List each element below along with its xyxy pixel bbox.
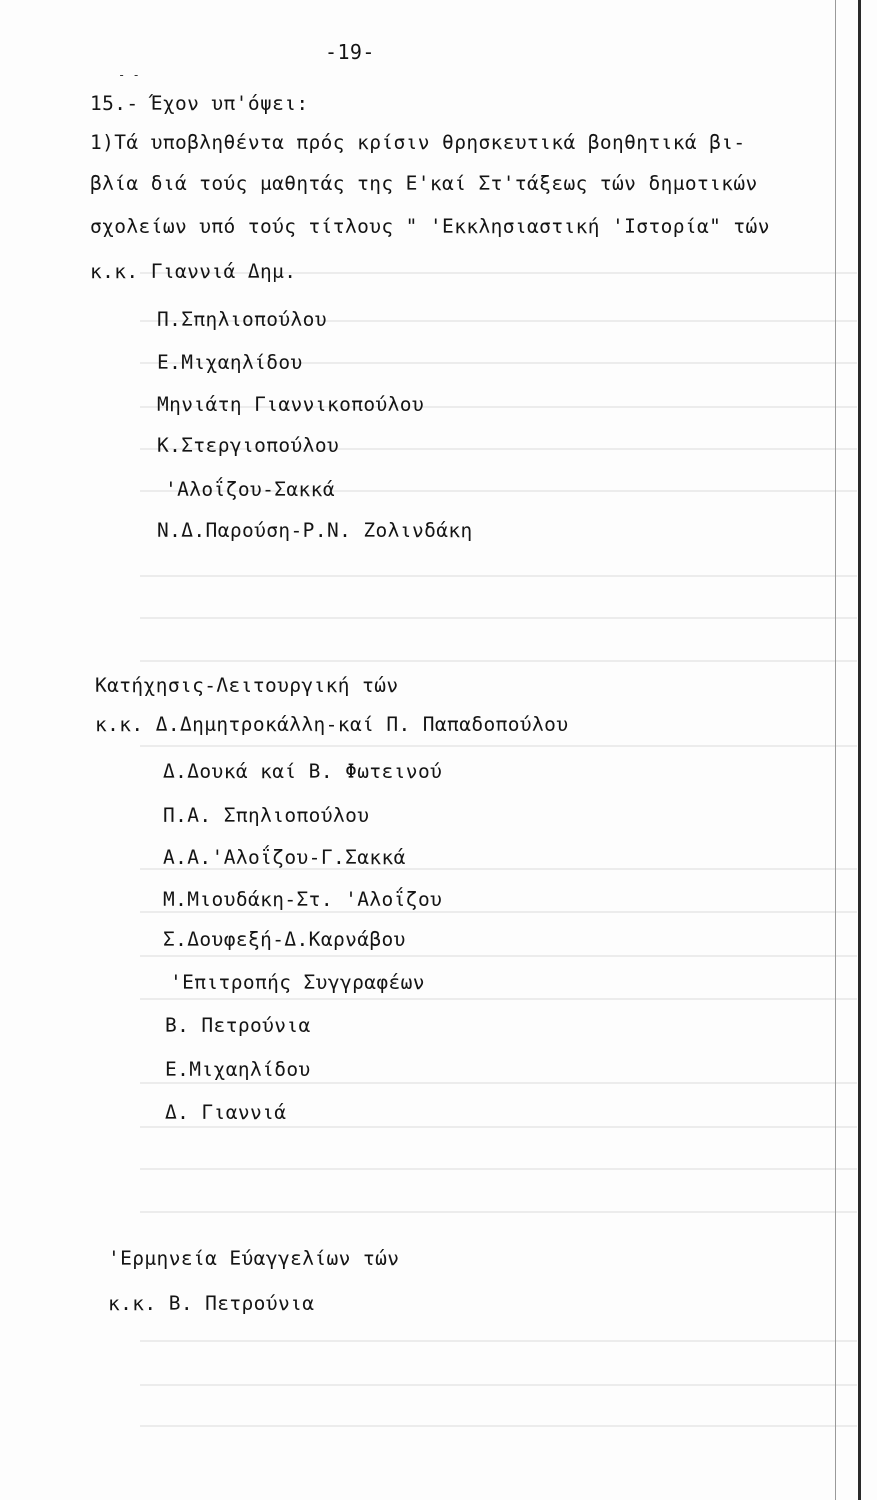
author-name: Ε.Μιχαηλίδου — [165, 1058, 311, 1081]
scan-edge — [858, 0, 861, 1500]
bleed-through-line — [140, 1168, 857, 1170]
author-name: 'Αλοΐζου-Σακκά — [165, 478, 335, 501]
authors-first-line: κ.κ. Δ.Δημητροκάλλη-καί Π. Παπαδοπούλου — [95, 713, 569, 736]
bleed-through-line — [140, 575, 857, 577]
section-title: 'Ερμηνεία Εύαγγελίων τών — [108, 1247, 400, 1270]
bleed-through-line — [140, 745, 857, 747]
authors-first-line: κ.κ. Β. Πετρούνια — [108, 1292, 315, 1315]
bleed-through-line — [140, 998, 857, 1000]
author-name: Δ. Γιαννιά — [165, 1101, 287, 1124]
bleed-through-line — [140, 1126, 857, 1128]
bleed-through-line — [140, 1340, 857, 1342]
scan-edge — [835, 0, 836, 1500]
author-name: Π.Α. Σπηλιοπούλου — [163, 804, 370, 827]
author-name: Δ.Δουκά καί Β. Φωτεινού — [163, 760, 443, 783]
paragraph-line: βλία διά τούς μαθητάς της Ε'καί Στ'τάξεως τών δημοτικών — [90, 172, 758, 195]
item-heading: 15.- Έχον υπ'όψει: — [90, 92, 309, 115]
page-number: -19- — [325, 40, 375, 64]
author-name: Β. Πετρούνια — [165, 1014, 311, 1037]
stray-mark: - - — [118, 68, 140, 82]
paragraph-line: 1)Τά υποβληθέντα πρός κρίσιν θρησκευτικά βοηθητικά βι- — [90, 131, 746, 154]
author-name: Κ.Στεργιοπούλου — [157, 434, 340, 457]
author-name: Π.Σπηλιοπούλου — [157, 308, 327, 331]
author-name: Ν.Δ.Παρούση-Ρ.Ν. Ζολινδάκη — [157, 519, 473, 542]
author-name: Ε.Μιχαηλίδου — [157, 351, 303, 374]
bleed-through-line — [140, 1082, 857, 1084]
author-name: Μηνιάτη Γιαννικοπούλου — [157, 393, 425, 416]
section-title: Κατήχησις-Λειτουργική τών — [95, 674, 399, 697]
author-name: Μ.Μιουδάκη-Στ. 'Αλοΐζου — [163, 888, 443, 911]
bleed-through-line — [140, 1384, 857, 1386]
author-name: Α.Α.'Αλοΐζου-Γ.Σακκά — [163, 846, 406, 869]
author-name: 'Επιτροπής Συγγραφέων — [170, 971, 425, 994]
bleed-through-line — [140, 1425, 857, 1427]
paragraph-line: σχολείων υπό τούς τίτλους " 'Εκκλησιαστική 'Ιστορία" τών — [90, 215, 770, 238]
bleed-through-line — [140, 955, 857, 957]
bleed-through-line — [140, 1211, 857, 1213]
bleed-through-line — [140, 660, 857, 662]
authors-first-line: κ.κ. Γιαννιά Δημ. — [90, 260, 297, 283]
author-name: Σ.Δουφεξή-Δ.Καρνάβου — [163, 928, 406, 951]
bleed-through-line — [140, 617, 857, 619]
